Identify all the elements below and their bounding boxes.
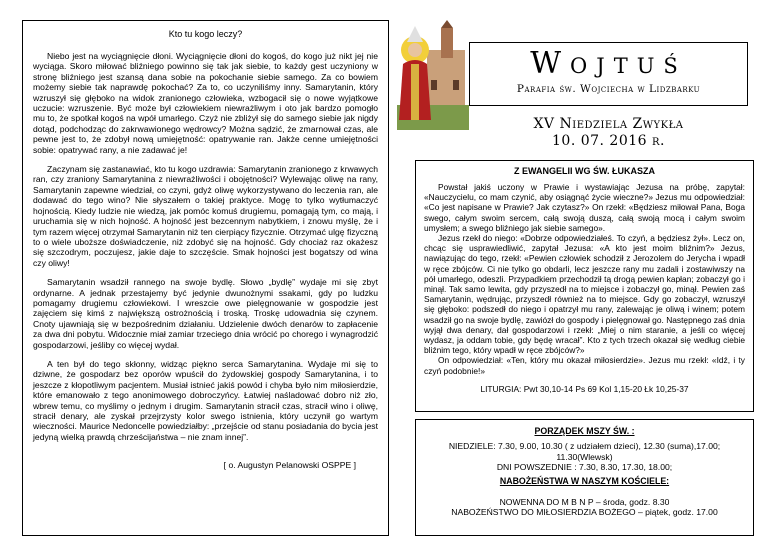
devotions-heading: NABOŻEŃSTWA W NASZYM KOŚCIELE:	[499, 475, 670, 486]
article-paragraph: A ten był do tego skłonny, widząc piękno serca Samarytanina. Wydaje mi się to dziwne, że gospodarz bez oporów wpuścił do żydowskiej gospody Samarytanina, i to jeszcze z kłopotliwym pacjentem. Musiał istnieć jakiś powód i chyba było nim miłosierdzie, które emanowało z tego anonimowego dobroczyńcy. Łatwiej naśladować dobro niż zło, wbrew temu, co myślimy o jednym i drugim. Samarytanin stracił czas, stracił wino i oliwę, stracił denary, ale zyskał przejrzysty kolor swego istnienia, który uczynił go wartym wieczności. Maurice Nedoncelle powiedziałby: „przejście od stanu posiadania do bycia jest jedyną wielką prawdą chrześcijaństwa – nie znam innej”.	[33, 358, 378, 442]
gospel-paragraph: Powstał jakiś uczony w Prawie i wystawiając Jezusa na próbę, zapytał: «Nauczycielu, co mam czynić, aby osiągnąć życie wieczne?» Jezus mu odpowiedział: «Co jest napisane w Prawie? Jak czytasz?» On rzekł: «Będziesz miłował Pana, Boga swego, całym swoim sercem, całą swoją duszą, całą swoją mocą i całym swoim umysłem; a swego bliźniego jak siebie samego».	[424, 182, 745, 233]
sunday-name: XV Niedziela Zwykła	[533, 116, 684, 132]
liturgy-readings: LITURGIA: Pwt 30,10-14 Ps 69 Kol 1,15-20 Łk 10,25-37	[480, 383, 689, 394]
devotion-item: NABOŻEŃSTWO DO MIŁOSIERDZIA BOŻEGO – piątek, godz. 17.00	[451, 507, 718, 518]
devotion-item: NOWENNA DO M B N P – środa, godz. 8.30	[499, 496, 670, 507]
weekday-masses: DNI POWSZEDNIE : 7.30, 8.30, 17.30, 18.00;	[496, 462, 673, 473]
mass-schedule-heading: PORZĄDEK MSZY ŚW. :	[534, 426, 635, 436]
article-paragraph: Samarytanin wsadził rannego na swoje bydlę. Słowo „bydlę” wydaje mi się zbyt ordynarne. A jednak przestajemy być jedynie dwunożnymi ssakami, gdy po ludzku pomagamy drugiemu człowiekowi. I wreszcie owe pielęgnowanie w gospodzie jest zajęciem się kimś z największą ostrożnością i troską. Troskę udowadnia się czynem. Cnoty ujawniają się w bezpośrednim działaniu. Udzielenie dwóch denarów to zapłacenie za dwa dni pobytu. Widocznie miał zamiar trzeciego dnia wrócić po chorego i wynagrodzić gospodarzowi, jeśliby co więcej wydał.	[33, 277, 378, 350]
reflection-article	[22, 20, 389, 536]
masthead	[397, 20, 754, 160]
saint-and-church-illustration	[397, 20, 469, 130]
newsletter-name: Wojtuś	[530, 46, 687, 81]
article-paragraph: Niebo jest na wyciągnięcie dłoni. Wyciągnięcie dłoni do kogoś, do kogo już nikt jej nie wyciąga. Skoro miłować bliźniego powinno się tak jak siebie, to każdy gest uczyniony w stronę bliźniego jest szansą dana sobie na pokochanie siebie samego. Za co bowiem możemy siebie tak naprawdę pokochać? Za to, co uczyniliśmy inny. Samarytanin, który wzruszył się głęboko na widok zranionego człowieka, wzbogacił się o nowe wyjątkowe uczucie: wzruszenie. Być może był człowiekiem niewrażliwym i oto jak bardzo pomogło mu to, że spotkał kogoś na wpół umarłego. Czyż nie zbliżył się do samego siebie jak nigdy dotąd, podchodząc do zakrwawionego wędrowcy? Można sądzić, że zmarnował czas, ale pewne jest to, że zdobył nową umiejętność: opatrywanie ran. Jakże cenne umiejętności sobie: opatrywać rany, a nie zadawać je!	[33, 51, 378, 155]
sunday-masses: NIEDZIELE: 7.30, 9.00, 10.30 ( z udziałem dzieci), 12.30 (suma),17.00;	[448, 441, 721, 451]
gospel-paragraph: On odpowiedział: «Ten, który mu okazał miłosierdzie». Jezus mu rzekł: «Idź, i ty czyń podobnie!»	[424, 355, 745, 376]
sunday-masses-extra: 11.30(Wlewsk)	[556, 451, 613, 462]
article-paragraph: Zaczynam się zastanawiać, kto tu kogo uzdrawia: Samarytanin zranionego z krwawych ran, czy zraniony Samarytanina z niewrażliwości i obojętności? Wylewając oliwę na rany, Samarytanin zapewne wiedział, co czyni, gdyż oliwę wykorzystywano do leczenia ran, ale dodawać do tego wino? Nie słyszałem o takiej praktyce. Mogę to tylko wytłumaczyć hojnością. Kiedy ludzie nie wiedzą, jak pomóc komuś drugiemu, pomagają tym, co mają, i uruchamia się w nich hojność. A hojność jest bezcennym nabytkiem, i znowu myślę, że i tym razem więcej otrzymał Samarytanin niż ten cierpiący fizycznie. Otrzymać ulgę fizyczną to o wiele uboższe doświadczenie, niż zdobyć się na hojność. Gdy chociaż raz okażesz się szczodrym, poczujesz, jakie daje to szczęście. Smak hojności jest bogatszy od wina czy oliwy!	[33, 164, 379, 268]
liturgical-date	[469, 116, 748, 150]
article-signature: [ o. Augustyn Pelanowski OSPPE ]	[223, 460, 356, 471]
gospel-paragraph: Jezus rzekł do niego: «Dobrze odpowiedziałeś. To czyń, a będziesz żył». Lecz on, chcąc się usprawiedliwić, zapytał Jezusa: «A kto jest moim bliźnim?» Jezus, nawiązując do tego, rzekł: «Pewien człowiek schodził z Jerozolem do Jerycha i wpadł w ręce zbójców. Ci nie tylko go obdarli, lecz jeszcze rany mu zadali i zostawiwszy na pół umarłego, odeszli. Przypadkiem przechodził tą drogą pewien kapłan; zobaczył go i minął. Tak samo lewita, gdy przyszedł na to miejsce i zobaczył go, minął. Pewien zaś Samarytanin, wędrując, przyszedł również na to miejsce. Gdy go zobaczył, wzruszył się głęboko: podszedł do niego i opatrzył mu rany, zalewając je oliwą i winem; potem wsadził go na swoje bydlę, zawiózł do gospody i pielęgnował go. Następnego zaś dnia wyjął dwa denary, dał gospodarzowi i rzekł: „Miej o nim staranie, a jeśli co więcej wydasz, ja oddam tobie, gdy będę wracał”. Kto z tych trzech okazał się według ciebie bliźnim tego, który wpadł w ręce zbójców?»	[424, 233, 745, 356]
issue-date: 10. 07. 2016 r.	[552, 133, 665, 149]
parish-name: Parafia św. Wojciecha w Lidzbarku	[516, 83, 701, 95]
article-title: Kto tu kogo leczy?	[168, 29, 243, 39]
newsletter-nameplate	[469, 42, 748, 106]
gospel-title: Z EWANGELII WG ŚW. ŁUKASZA	[514, 166, 655, 176]
gospel-reading	[415, 160, 754, 412]
mass-schedule	[415, 419, 754, 536]
